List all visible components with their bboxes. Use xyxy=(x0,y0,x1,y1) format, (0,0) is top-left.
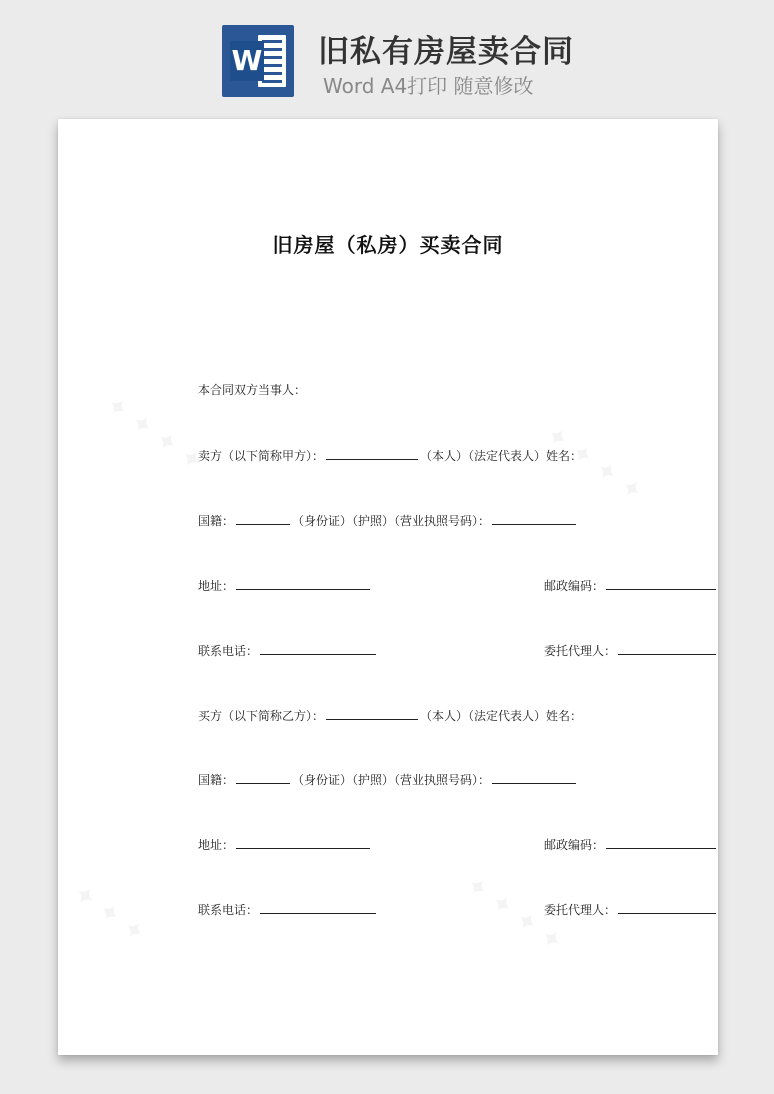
buyer-phone-label: 联系电话： xyxy=(198,903,259,917)
buyer-id-types: （身份证）（护照）（营业执照号码）： xyxy=(292,773,491,787)
seller-agent-blank[interactable] xyxy=(618,641,716,655)
buyer-nationality-label: 国籍： xyxy=(198,773,235,787)
buyer-postcode-label: 邮政编码： xyxy=(544,838,605,852)
seller-phone-label: 联系电话： xyxy=(198,644,259,658)
seller-agent-label: 委托代理人： xyxy=(544,644,617,658)
seller-postcode-label: 邮政编码： xyxy=(544,579,605,593)
seller-party-label: 卖方（以下简称甲方）： xyxy=(198,449,325,463)
buyer-postcode-blank[interactable] xyxy=(606,835,716,849)
buyer-address-line xyxy=(198,835,605,853)
buyer-agent-label: 委托代理人： xyxy=(544,903,617,917)
seller-nationality-line xyxy=(198,511,578,529)
seller-postcode-group xyxy=(544,576,718,594)
watermark xyxy=(100,390,209,479)
buyer-party-label: 买方（以下简称乙方）： xyxy=(198,709,325,723)
seller-address-line xyxy=(198,576,605,594)
document-title: 旧房屋（私房）买卖合同 xyxy=(272,233,504,257)
document-page xyxy=(58,119,718,1055)
seller-postcode-blank[interactable] xyxy=(606,576,716,590)
seller-phone-line xyxy=(198,641,617,659)
seller-phone-blank[interactable] xyxy=(260,641,376,655)
buyer-phone-blank[interactable] xyxy=(260,900,376,914)
buyer-nationality-blank[interactable] xyxy=(236,770,290,784)
page-header xyxy=(0,0,774,110)
seller-address-label: 地址： xyxy=(198,579,235,593)
word-logo-letter: W xyxy=(230,41,264,81)
buyer-agent-blank[interactable] xyxy=(618,900,716,914)
buyer-party-line xyxy=(198,706,582,724)
buyer-address-blank[interactable] xyxy=(236,835,370,849)
seller-id-number-blank[interactable] xyxy=(492,511,576,525)
seller-address-blank[interactable] xyxy=(236,576,370,590)
buyer-name-blank[interactable] xyxy=(326,706,418,720)
buyer-party-suffix: （本人）（法定代表人）姓名： xyxy=(420,709,583,723)
seller-party-line xyxy=(198,446,582,464)
seller-party-suffix: （本人）（法定代表人）姓名： xyxy=(420,449,583,463)
buyer-id-number-blank[interactable] xyxy=(492,770,576,784)
buyer-address-label: 地址： xyxy=(198,838,235,852)
word-document-icon xyxy=(222,25,294,97)
seller-nationality-blank[interactable] xyxy=(236,511,290,525)
buyer-nationality-line xyxy=(198,770,578,788)
seller-nationality-label: 国籍： xyxy=(198,514,235,528)
buyer-postcode-group xyxy=(544,835,718,853)
parties-intro: 本合同双方当事人： xyxy=(198,383,307,397)
buyer-agent-group xyxy=(544,900,718,918)
seller-name-blank[interactable] xyxy=(326,446,418,460)
seller-id-types: （身份证）（护照）（营业执照号码）： xyxy=(292,514,491,528)
watermark xyxy=(67,878,151,950)
buyer-phone-line xyxy=(198,900,617,918)
header-title: 旧私有房屋卖合同 xyxy=(318,34,574,70)
seller-agent-group xyxy=(544,641,718,659)
watermark xyxy=(540,420,649,509)
header-subtitle: Word A4打印 随意修改 xyxy=(323,74,534,98)
